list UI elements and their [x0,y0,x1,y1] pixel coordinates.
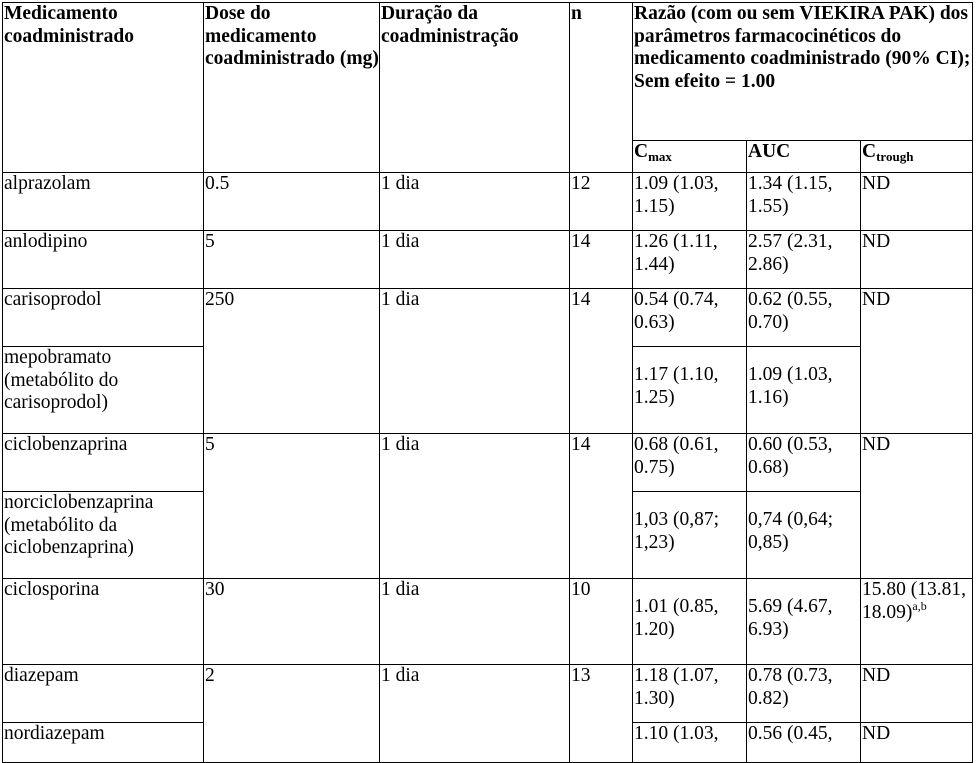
dose-cell: 250 [204,289,380,434]
drug-cell: diazepam [3,665,204,723]
dose-cell: 5 [204,231,380,289]
auc-cell: 0.78 (0.73, 0.82) [747,665,861,723]
n-cell: 13 [570,665,633,763]
table-row [3,434,973,492]
cmax-cell: 1.18 (1.07, 1.30) [633,665,747,723]
header-duration: Duração da coadministração [380,3,570,173]
header-ratio: Razão (com ou sem VIEKIRA PAK) dos parâmetros farmacocinéticos do medicamento coadministrado (90% CI); Sem efeito = 1.00 [633,3,973,141]
auc-cell: 0.62 (0.55, 0.70) [747,289,861,347]
auc-cell: 0.56 (0.45, [747,723,861,763]
auc-cell: 1.34 (1.15, 1.55) [747,173,861,231]
duration-cell: 1 dia [380,289,570,434]
header-n: n [570,3,633,173]
duration-cell: 1 dia [380,434,570,579]
header-auc: AUC [747,141,861,173]
ctrough-cell: ND [861,231,973,289]
dose-cell: 5 [204,434,380,579]
ctrough-cell: 15.80 (13.81, 18.09)$^{a,b}$ [861,579,973,665]
n-cell: 14 [570,434,633,579]
drug-cell: norciclobenzaprina (metabólito da ciclobenzaprina) [3,492,204,579]
cmax-cell: 1.01 (0.85, 1.20) [633,579,747,665]
n-cell: 10 [570,579,633,665]
table-row [3,231,973,289]
table-row [3,579,973,665]
header-cmax: $C_{max}$ [633,141,747,173]
ctrough-cell: ND [861,289,973,434]
duration-cell: 1 dia [380,173,570,231]
auc-cell: 0,74 (0,64; 0,85) [747,492,861,579]
cmax-cell: 1.26 (1.11, 1.44) [633,231,747,289]
drug-cell: alprazolam [3,173,204,231]
pk-interaction-table [2,2,973,763]
table-row [3,665,973,723]
cmax-cell: 0.68 (0.61, 0.75) [633,434,747,492]
dose-cell: 30 [204,579,380,665]
drug-cell: anlodipino [3,231,204,289]
header-drug: Medicamento coadministrado [3,3,204,173]
auc-cell: 1.09 (1.03, 1.16) [747,347,861,434]
auc-cell: 2.57 (2.31, 2.86) [747,231,861,289]
dose-cell: 0.5 [204,173,380,231]
ctrough-cell: ND [861,665,973,723]
n-cell: 14 [570,231,633,289]
n-cell: 14 [570,289,633,434]
cmax-cell: 1.10 (1.03, [633,723,747,763]
cmax-cell: 1,03 (0,87; 1,23) [633,492,747,579]
cmax-cell: 0.54 (0.74, 0.63) [633,289,747,347]
header-ctrough: $C_{trough}$ [861,141,973,173]
footnote-marker: a,b [912,598,927,613]
duration-cell: 1 dia [380,665,570,763]
drug-cell: ciclobenzaprina [3,434,204,492]
table-row [3,289,973,347]
n-cell: 12 [570,173,633,231]
table-row [3,173,973,231]
duration-cell: 1 dia [380,579,570,665]
drug-cell: mepobramato (metabólito do carisoprodol) [3,347,204,434]
auc-cell: 5.69 (4.67, 6.93) [747,579,861,665]
drug-cell: nordiazepam [3,723,204,763]
header-dose: Dose do medicamento coadministrado (mg) [204,3,380,173]
auc-cell: 0.60 (0.53, 0.68) [747,434,861,492]
ctrough-cell: ND [861,173,973,231]
dose-cell: 2 [204,665,380,763]
cmax-cell: 1.09 (1.03, 1.15) [633,173,747,231]
drug-cell: carisoprodol [3,289,204,347]
drug-cell: ciclosporina [3,579,204,665]
duration-cell: 1 dia [380,231,570,289]
ctrough-cell: ND [861,723,973,763]
cmax-cell: 1.17 (1.10, 1.25) [633,347,747,434]
ctrough-cell: ND [861,434,973,579]
